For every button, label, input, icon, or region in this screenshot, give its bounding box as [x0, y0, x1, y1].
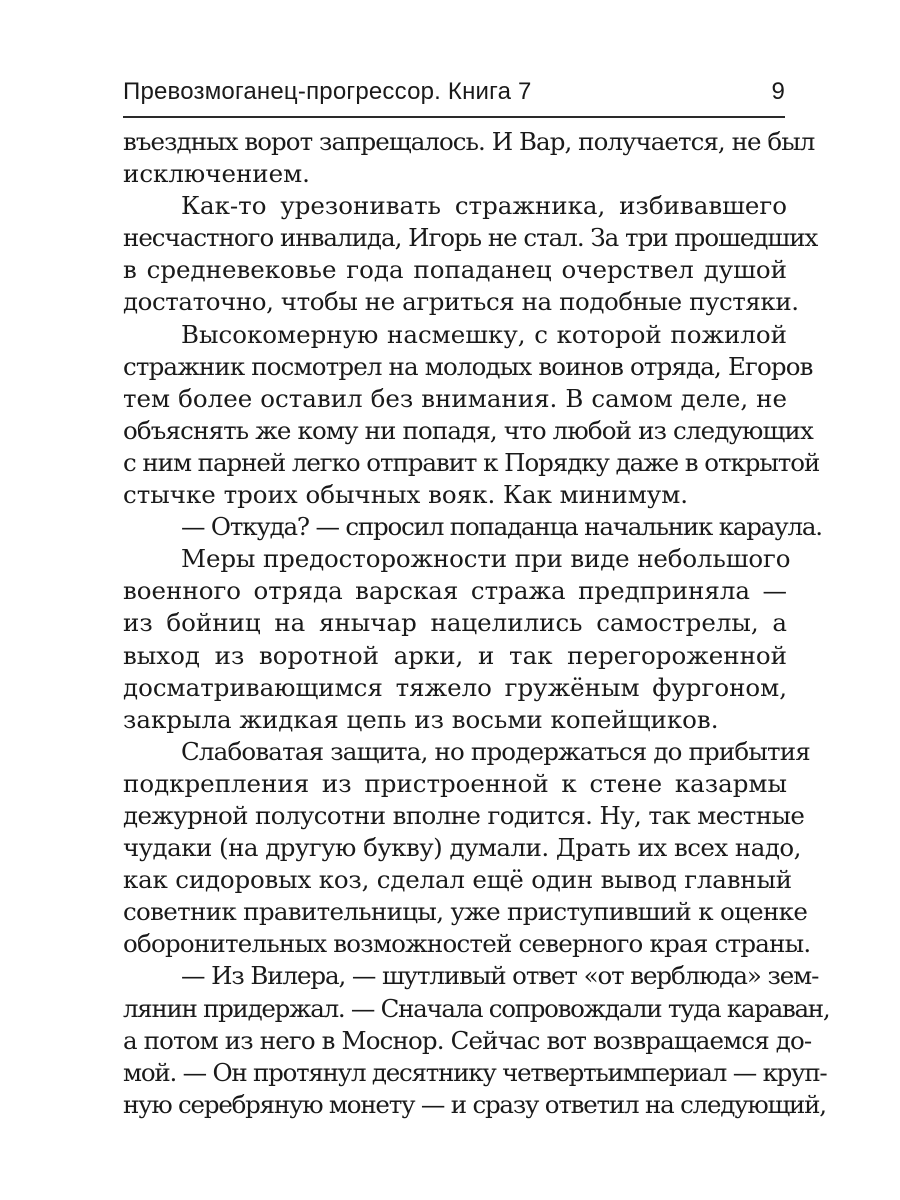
- header-divider: [123, 116, 785, 118]
- text-line: стражник посмотрел на молодых воинов отряда, Егоров: [123, 351, 813, 381]
- text-line: чудаки (на другую букву) думали. Драть их всех надо,: [123, 833, 801, 863]
- text-line: тем более оставил без внимания. В самом деле, не: [123, 383, 787, 413]
- text-line: военного отряда варская стража предприняла —: [123, 576, 787, 606]
- page-number: 9: [771, 78, 785, 105]
- text-line: исключением.: [123, 159, 310, 189]
- body-text: [123, 126, 830, 1121]
- text-line: Меры предосторожности при виде небольшого: [181, 544, 791, 574]
- text-line: достаточно, чтобы не агриться на подобные пустяки.: [123, 287, 799, 317]
- text-line: объяснять же кому ни попадя, что любой из следующих: [123, 415, 813, 445]
- text-line: закрыла жидкая цепь из восьми копейщиков.: [123, 704, 719, 734]
- book-title: Превозмоганец-прогрессор. Книга 7: [123, 78, 532, 105]
- text-line: досматривающимся тяжело гружёным фургоном,: [123, 672, 787, 702]
- running-header: [123, 78, 785, 112]
- text-line: подкрепления из пристроенной к стене казармы: [123, 768, 787, 798]
- text-line: советник правительницы, уже приступивший к оценке: [123, 897, 808, 927]
- text-line: а потом из него в Моснор. Сейчас вот возвращаемся до-: [123, 1025, 812, 1055]
- text-line: мой. — Он протянул десятнику четвертьимпериал — круп-: [123, 1057, 827, 1087]
- text-line: с ним парней легко отправит к Порядку даже в открытой: [123, 447, 820, 477]
- text-line: выход из воротной арки, и так перегороженной: [123, 640, 787, 670]
- text-line: — Откуда? — спросил попаданца начальник караула.: [181, 512, 822, 542]
- text-line: из бойниц на янычар нацелились самострелы, а: [123, 608, 787, 638]
- text-line: стычке троих обычных вояк. Как минимум.: [123, 480, 689, 510]
- text-line: въездных ворот запрещалось. И Вар, получается, не был: [123, 127, 815, 156]
- text-line: — Из Вилера, — шутливый ответ «от верблюда» зем-: [181, 961, 819, 991]
- text-line: Высокомерную насмешку, с которой пожилой: [181, 319, 787, 349]
- text-line: как сидоровых коз, сделал ещё один вывод главный: [123, 865, 792, 895]
- text-line: оборонительных возможностей северного края страны.: [123, 929, 811, 959]
- text-line: дежурной полусотни вполне годится. Ну, так местные: [123, 800, 805, 830]
- text-line: несчастного инвалида, Игорь не стал. За три прошедших: [123, 223, 818, 253]
- text-line: в средневековье года попаданец очерствел душой: [123, 255, 787, 285]
- text-line: Слабоватая защита, но продержаться до прибытия: [181, 736, 810, 766]
- text-line: ную серебряную монету — и сразу ответил на следующий,: [123, 1089, 826, 1119]
- text-line: Как-то урезонивать стражника, избивавшего: [181, 191, 787, 221]
- text-line: лянин придержал. — Сначала сопровождали туда караван,: [123, 993, 830, 1023]
